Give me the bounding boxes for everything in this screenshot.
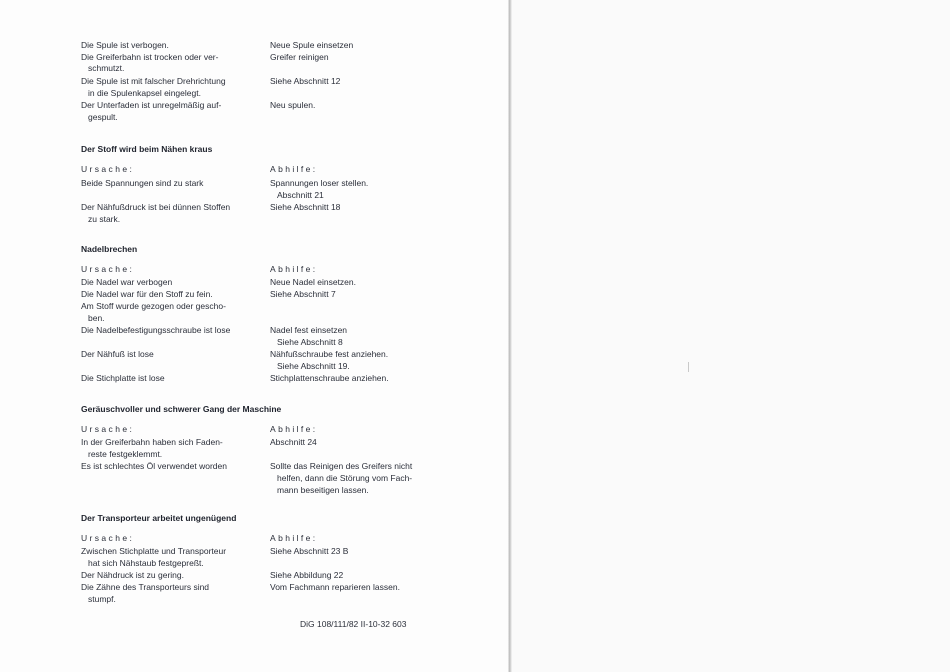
cause-line: Beide Spannungen sind zu stark [81,178,204,188]
cause-line: Der Unterfaden ist unregelmäßig auf- [81,100,222,110]
cause-line: in die Spulenkapsel eingelegt. [88,88,201,98]
remedy-line: Siehe Abbildung 22 [270,570,344,580]
print-code: DiG 108/111/82 II-10-32 603 [300,619,407,629]
cause-line: Die Spule ist mit falscher Drehrichtung [81,76,226,86]
remedy-line: Neue Spule einsetzen [270,40,354,50]
cause-line: Die Nadel war für den Stoff zu fein. [81,289,213,299]
section-title: Der Transporteur arbeitet ungenügend [81,513,237,523]
remedy-line: Vom Fachmann reparieren lassen. [270,582,400,592]
remedy-line: Nähfußschraube fest anziehen. [270,349,389,359]
section-title: Der Stoff wird beim Nähen kraus [81,144,213,154]
cause-line: zu stark. [88,214,121,224]
remedy-line: helfen, dann die Störung vom Fach- [277,473,413,483]
cause-line: Am Stoff wurde gezogen oder gescho- [81,301,226,311]
remedy-line: Nadel fest einsetzen [270,325,348,335]
cause-label: Ursache: [81,424,135,434]
cause-line: Der Nähdruck ist zu gering. [81,570,184,580]
remedy-line: mann beseitigen lassen. [277,485,369,495]
cause-line: ben. [88,313,105,323]
remedy-line: Siehe Abschnitt 23 B [270,546,349,556]
cause-line: Der Nähfuß ist lose [81,349,154,359]
cause-line: Der Nähfußdruck ist bei dünnen Stoffen [81,202,231,212]
right-page [512,0,950,672]
remedy-line: Abschnitt 21 [277,190,324,200]
cause-line: Die Spule ist verbogen. [81,40,169,50]
remedy-label: Abhilfe: [270,424,318,434]
remedy-line: Abschnitt 24 [270,437,317,447]
paper-mark [688,362,689,372]
section-title: Geräuschvoller und schwerer Gang der Maschine [81,404,282,414]
cause-line: Die Zähne des Transporteurs sind [81,582,210,592]
remedy-line: Siehe Abschnitt 7 [270,289,336,299]
cause-label: Ursache: [81,264,135,274]
remedy-line: Siehe Abschnitt 8 [277,337,343,347]
remedy-line: Neu spulen. [270,100,316,110]
cause-line: Zwischen Stichplatte und Transporteur [81,546,227,556]
remedy-line: Siehe Abschnitt 18 [270,202,341,212]
remedy-line: Neue Nadel einsetzen. [270,277,357,287]
cause-line: schmutzt. [88,63,125,73]
cause-line: Die Nadel war verbogen [81,277,173,287]
cause-line: Die Greiferbahn ist trocken oder ver- [81,52,219,62]
cause-line: Es ist schlechtes Öl verwendet worden [81,461,227,471]
cause-line: reste festgeklemmt. [88,449,163,459]
remedy-line: Sollte das Reinigen des Greifers nicht [270,461,413,471]
cause-line: hat sich Nähstaub festgepreßt. [88,558,204,568]
cause-line: gespult. [88,112,118,122]
section-title: Nadelbrechen [81,244,138,254]
remedy-line: Greifer reinigen [270,52,329,62]
cause-line: Die Nadelbefestigungsschraube ist lose [81,325,231,335]
cause-label: Ursache: [81,533,135,543]
remedy-label: Abhilfe: [270,164,318,174]
remedy-line: Spannungen loser stellen. [270,178,369,188]
remedy-label: Abhilfe: [270,264,318,274]
remedy-line: Stichplattenschraube anziehen. [270,373,389,383]
cause-line: In der Greiferbahn haben sich Faden- [81,437,223,447]
remedy-line: Siehe Abschnitt 19. [277,361,350,371]
cause-line: Die Stichplatte ist lose [81,373,165,383]
remedy-label: Abhilfe: [270,533,318,543]
remedy-line: Siehe Abschnitt 12 [270,76,341,86]
cause-label: Ursache: [81,164,135,174]
cause-line: stumpf. [88,594,116,604]
